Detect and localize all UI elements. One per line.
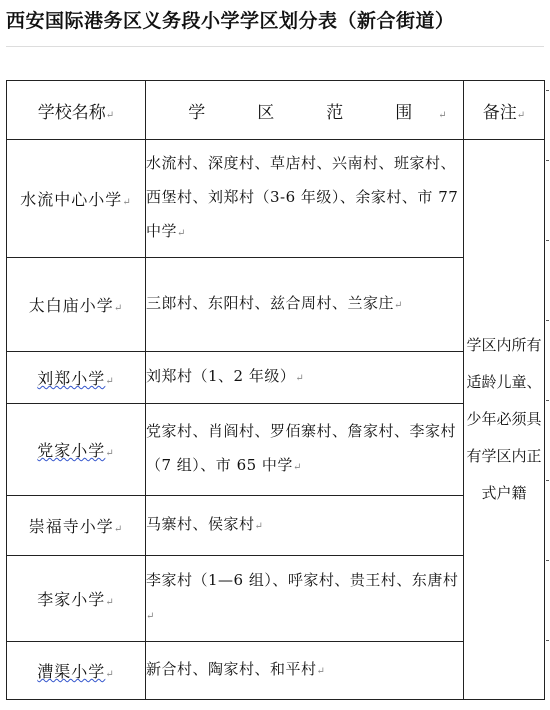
header-note: [464, 81, 545, 140]
school-name: [7, 556, 146, 642]
header-range-char: 范: [326, 102, 344, 123]
district-range: [146, 140, 464, 258]
page-edge-marks: [545, 80, 549, 700]
school-name: [7, 642, 146, 700]
district-range: [146, 496, 464, 556]
note-text: 学区内所有适龄儿童、少年必须具有学区内正式户籍: [466, 336, 542, 502]
school-name-text: 李家小学: [37, 590, 106, 609]
district-range-text: 马寨村、侯家村: [146, 515, 255, 533]
paragraph-mark: ↵: [105, 597, 115, 608]
page-title: 西安国际港务区义务段小学学区划分表（新合街道）: [6, 10, 455, 32]
school-name-text: 刘郑小学: [37, 369, 106, 388]
school-name: [7, 404, 146, 496]
header-range-char: 学: [188, 102, 206, 123]
school-name-text: 崇福寺小学: [28, 517, 114, 536]
paragraph-mark: ↵: [105, 376, 115, 387]
district-range-text: 新合村、陶家村、和平村: [146, 660, 317, 678]
school-name-text: 太白庙小学: [28, 296, 114, 315]
paragraph-mark: ↵: [122, 197, 132, 208]
district-range-text: 刘郑村（1、2 年级）: [146, 367, 296, 385]
paragraph-mark: ↵: [146, 611, 155, 622]
paragraph-mark: ↵: [113, 524, 124, 535]
district-range-text: 党家村、肖阎村、罗佰寨村、詹家村、李家村（7 组）、市 65 中学: [146, 422, 457, 474]
header-school-label: 学校名称: [37, 102, 106, 123]
district-range: [146, 258, 464, 352]
header-note-label: 备注: [482, 102, 517, 123]
district-range-text: 三郎村、东阳村、兹合周村、兰家庄: [146, 294, 395, 312]
divider: [6, 46, 544, 47]
note-cell: [464, 140, 545, 700]
school-name-text: 漕渠小学: [37, 662, 106, 681]
paragraph-mark: ↵: [295, 373, 305, 384]
district-range: [146, 352, 464, 404]
district-range: [146, 556, 464, 642]
paragraph-mark: ↵: [438, 109, 447, 121]
school-name-text: 水流中心小学: [20, 190, 123, 209]
paragraph-mark: ↵: [394, 300, 403, 311]
paragraph-mark: ↵: [105, 448, 115, 459]
paragraph-mark: ↵: [105, 669, 115, 680]
paragraph-mark: ↵: [316, 666, 326, 677]
paragraph-mark: ↵: [292, 462, 302, 473]
table-row: [7, 140, 545, 258]
paragraph-mark: ↵: [254, 521, 264, 532]
paragraph-mark: ↵: [516, 109, 526, 121]
paragraph-mark: ↵: [105, 109, 115, 121]
header-school: [7, 81, 146, 140]
district-range: [146, 404, 464, 496]
school-name: [7, 140, 146, 258]
district-range-text: 水流村、深度村、草店村、兴南村、班家村、西堡村、刘郑村（3-6 年级）、余家村、市 77 中学: [146, 154, 459, 240]
header-range-char: 围: [395, 102, 413, 123]
header-range: [146, 81, 464, 140]
district-range: [146, 642, 464, 700]
district-range-text: 李家村（1—6 组）、呼家村、贵王村、东唐村: [146, 571, 459, 589]
school-name: [7, 496, 146, 556]
paragraph-mark: ↵: [113, 303, 124, 314]
school-district-table: [6, 80, 545, 700]
school-name-text: 党家小学: [37, 441, 106, 460]
table-header-row: [7, 81, 545, 140]
school-name: [7, 258, 146, 352]
header-range-char: 区: [257, 102, 275, 123]
school-name: [7, 352, 146, 404]
paragraph-mark: ↵: [177, 228, 186, 239]
